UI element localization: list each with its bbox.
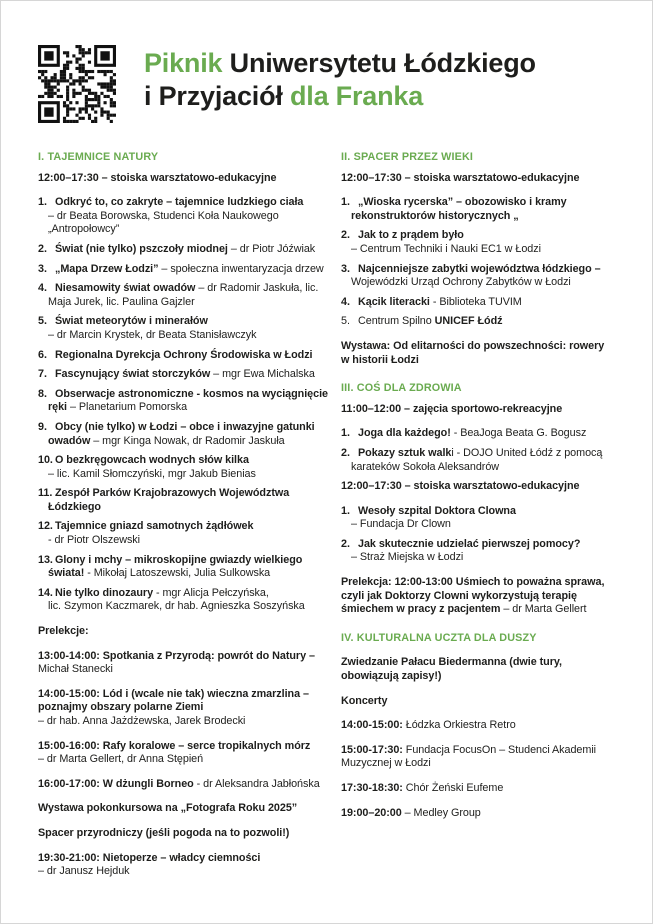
item-number: 3. bbox=[341, 262, 350, 275]
text-segment: – Medley Group bbox=[401, 806, 481, 819]
program-paragraph bbox=[341, 782, 634, 796]
text-segment: Obcy (nie tylko) w Łodzi – obce i inwazyjne gatunki bbox=[55, 420, 315, 433]
text-segment: dla Franka bbox=[289, 81, 424, 111]
text-segment: Obserwacje astronomiczne - kosmos na wyciągnięcie bbox=[55, 387, 328, 400]
text-segment: 16:00-17:00: W dżungli Borneo bbox=[38, 777, 194, 790]
text-line bbox=[341, 403, 634, 417]
text-segment: Wystawa pokonkursowa na „Fotografa Roku 2025” bbox=[38, 802, 298, 815]
text-segment: - Mikołaj Latoszewski, Julia Sulkowska bbox=[84, 567, 271, 580]
text-segment: Koncerty bbox=[341, 694, 388, 707]
text-line bbox=[38, 852, 341, 866]
program-item bbox=[38, 520, 341, 547]
section-heading bbox=[38, 151, 341, 165]
text-segment: Chór Żeński Eufeme bbox=[402, 782, 504, 794]
text-line bbox=[358, 427, 634, 441]
flyer-header bbox=[38, 45, 632, 123]
text-line bbox=[48, 329, 341, 343]
text-segment: Pokazy sztuk walk bbox=[358, 446, 452, 459]
text-line bbox=[55, 487, 341, 501]
text-line bbox=[341, 172, 634, 186]
section-heading bbox=[341, 632, 634, 646]
text-line bbox=[38, 650, 341, 664]
text-segment: Spacer przyrodniczy (jeśli pogoda na to pozwoli!) bbox=[38, 826, 290, 839]
text-segment: rekonstruktorów historycznych „ bbox=[351, 209, 519, 222]
program-item bbox=[38, 388, 341, 415]
program-item bbox=[341, 296, 634, 310]
text-line bbox=[55, 243, 341, 257]
program-item bbox=[38, 243, 341, 257]
text-segment: Świat (nie tylko) pszczoły miodnej bbox=[55, 242, 228, 255]
text-line bbox=[55, 454, 341, 468]
text-segment: Zwiedzanie Pałacu Biedermanna (dwie tury, bbox=[341, 656, 562, 669]
text-segment: Tajemnice gniazd samotnych żądłówek bbox=[55, 520, 254, 533]
schedule-line bbox=[341, 172, 634, 186]
program-item bbox=[341, 447, 634, 474]
text-segment: karateków Sokoła Aleksandrów bbox=[351, 460, 500, 473]
text-line bbox=[55, 554, 341, 568]
item-number: 7. bbox=[38, 368, 47, 381]
program-paragraph bbox=[38, 827, 341, 841]
text-line bbox=[48, 296, 341, 310]
item-number: 9. bbox=[38, 420, 47, 433]
text-line bbox=[341, 354, 634, 368]
text-line bbox=[48, 567, 341, 581]
text-segment: Fascynujący świat storczyków bbox=[55, 368, 211, 381]
text-line bbox=[351, 551, 634, 565]
text-segment: 12:00–17:30 – stoiska warsztatowo-edukacyjne bbox=[341, 171, 580, 184]
text-segment: Prelekcje: bbox=[38, 625, 89, 638]
section-heading bbox=[341, 382, 634, 396]
program-item bbox=[341, 427, 634, 441]
program-paragraph bbox=[38, 802, 341, 816]
text-line bbox=[358, 315, 634, 329]
text-line bbox=[55, 263, 341, 277]
text-segment: 19:30-21:00: Nietoperze – władcy ciemności bbox=[38, 851, 261, 864]
text-segment: – mgr Ewa Michalska bbox=[210, 368, 315, 381]
text-line bbox=[55, 368, 341, 382]
text-segment: – Centrum Techniki i Nauki EC1 w Łodzi bbox=[351, 242, 541, 255]
text-line bbox=[341, 695, 634, 709]
text-line bbox=[341, 340, 634, 354]
text-segment: 17:30-18:30: bbox=[341, 782, 403, 794]
item-number: 12. bbox=[38, 520, 53, 533]
text-segment: – Fundacja Dr Clown bbox=[351, 518, 451, 531]
text-line bbox=[38, 865, 341, 879]
text-line bbox=[341, 782, 634, 796]
item-number: 2. bbox=[341, 446, 350, 459]
program-item bbox=[341, 263, 634, 290]
text-line bbox=[55, 282, 341, 296]
text-line bbox=[38, 740, 341, 754]
text-segment: 19:00–20:00 bbox=[341, 806, 402, 819]
text-segment: śmiechem w pracy z pacjentem bbox=[341, 603, 501, 616]
text-segment: Łódzkiego bbox=[48, 500, 101, 513]
item-number: 1. bbox=[341, 427, 350, 440]
text-segment: 13:00-14:00: Spotkania z Przyrodą: powrót do Natury – bbox=[38, 649, 315, 662]
text-line bbox=[358, 229, 634, 243]
text-line bbox=[38, 688, 341, 702]
text-line bbox=[55, 388, 341, 402]
qr-code-svg bbox=[38, 45, 116, 123]
text-segment: – lic. Kamil Słomczyński, mgr Jakub Bienias bbox=[48, 467, 256, 480]
text-line bbox=[38, 701, 341, 715]
text-segment: Kącik literacki bbox=[358, 295, 430, 308]
text-segment: IV. KULTURALNA UCZTA DLA DUSZY bbox=[341, 631, 537, 644]
item-number: 6. bbox=[38, 348, 47, 361]
text-line bbox=[341, 632, 634, 646]
text-line bbox=[38, 172, 341, 186]
program-paragraph bbox=[341, 656, 634, 683]
item-number: 1. bbox=[341, 504, 350, 517]
text-line bbox=[38, 715, 341, 729]
text-line bbox=[341, 151, 634, 165]
text-segment: 15:00-16:00: Rafy koralowe – serce tropikalnych mórz bbox=[38, 739, 311, 752]
text-line bbox=[48, 600, 341, 614]
text-line bbox=[55, 349, 341, 363]
program-column-left bbox=[38, 150, 341, 885]
text-segment: O bezkręgowcach wodnych słów kilka bbox=[55, 454, 249, 467]
text-segment: lic. Szymon Kaczmarek, dr hab. Agnieszka Soszyńska bbox=[48, 600, 305, 613]
page-title bbox=[144, 47, 536, 113]
text-segment: UNICEF Łódź bbox=[434, 315, 503, 328]
text-line bbox=[351, 210, 634, 224]
text-line bbox=[48, 468, 341, 482]
program-paragraph bbox=[341, 340, 634, 367]
text-segment: Glony i mchy – mikroskopijne gwiazdy wielkiego bbox=[55, 553, 303, 566]
schedule-line bbox=[341, 480, 634, 494]
text-segment: – dr Piotr Jóźwiak bbox=[227, 242, 316, 255]
text-segment: Prelekcja: 12:00-13:00 Uśmiech to poważna sprawa, bbox=[341, 576, 605, 589]
text-line bbox=[48, 223, 341, 237]
text-segment: Regionalna Dyrekcja Ochrony Środowiska w Łodzi bbox=[55, 348, 313, 361]
text-line bbox=[358, 296, 634, 310]
text-line bbox=[341, 670, 634, 684]
text-line bbox=[38, 827, 341, 841]
program-paragraph bbox=[38, 852, 341, 879]
text-line bbox=[341, 576, 634, 590]
text-line bbox=[358, 538, 634, 552]
item-number: 11. bbox=[38, 487, 53, 500]
text-line bbox=[55, 196, 341, 210]
section-heading bbox=[341, 151, 634, 165]
schedule-line bbox=[341, 403, 634, 417]
text-segment: 12:00–17:30 – stoiska warsztatowo-edukacyjne bbox=[341, 480, 580, 493]
text-segment: – dr Radomir Jaskuła, lic. bbox=[195, 282, 319, 295]
item-number: 2. bbox=[38, 242, 47, 255]
program-item bbox=[38, 587, 341, 614]
text-segment: Muzycznej w Łodzi bbox=[341, 757, 431, 770]
text-segment: II. SPACER PRZEZ WIEKI bbox=[341, 151, 474, 163]
program-paragraph bbox=[341, 576, 634, 617]
text-segment: - Biblioteka TUVIM bbox=[429, 295, 522, 308]
item-number: 1. bbox=[341, 196, 350, 209]
text-line bbox=[341, 744, 634, 758]
text-segment: poznajmy obszary polarne Ziemi bbox=[38, 701, 204, 714]
program-paragraph bbox=[341, 807, 634, 821]
text-line bbox=[351, 243, 634, 257]
text-segment: Zespół Parków Krajobrazowych Województwa bbox=[55, 487, 290, 500]
text-segment: „Antropołowcy” bbox=[48, 223, 120, 236]
text-segment: – dr hab. Anna Jażdżewska, Jarek Brodecki bbox=[38, 715, 246, 727]
text-segment: i Przyjaciół bbox=[144, 81, 290, 111]
text-segment: Wojewódzki Urząd Ochrony Zabytków w Łodzi bbox=[351, 276, 571, 289]
item-number: 5. bbox=[38, 315, 47, 328]
text-segment: Piknik bbox=[144, 48, 230, 78]
text-segment: 11:00–12:00 – zajęcia sportowo-rekreacyjne bbox=[341, 402, 563, 415]
text-line bbox=[48, 534, 341, 548]
program-item bbox=[38, 421, 341, 448]
item-number: 5. bbox=[341, 315, 350, 328]
program-item bbox=[38, 315, 341, 342]
text-segment: Jak skutecznie udzielać pierwszej pomocy? bbox=[358, 537, 581, 550]
text-segment: Fundacja FocusOn – Studenci Akademii bbox=[402, 743, 597, 756]
text-segment: świata! bbox=[48, 567, 85, 580]
text-line bbox=[358, 447, 634, 461]
text-segment: – społeczna inwentaryzacja drzew bbox=[158, 262, 324, 275]
text-segment: Wystawa: Od elitarności do powszechności: rowery bbox=[341, 339, 605, 352]
item-number: 8. bbox=[38, 387, 47, 400]
text-segment: - mgr Alicja Pełczyńska, bbox=[153, 586, 269, 599]
text-line bbox=[38, 802, 341, 816]
text-segment: Nie tylko dinozaury bbox=[55, 586, 154, 599]
program-columns bbox=[38, 150, 632, 885]
text-segment: i - DOJO United Łódź z pomocą bbox=[451, 446, 603, 459]
text-line bbox=[48, 210, 341, 224]
text-segment: „Mapa Drzew Łodzi” bbox=[55, 262, 159, 275]
text-segment: – dr Marcin Krystek, dr Beata Stanisławczyk bbox=[48, 328, 257, 341]
text-line bbox=[341, 719, 634, 733]
text-line bbox=[358, 263, 634, 277]
program-column-right bbox=[341, 150, 634, 885]
text-segment: Łódzka Orkiestra Retro bbox=[402, 719, 516, 732]
item-number: 2. bbox=[341, 537, 350, 550]
text-segment: w historii Łodzi bbox=[341, 353, 419, 366]
flyer-content bbox=[1, 1, 652, 885]
text-line bbox=[341, 382, 634, 396]
text-line bbox=[55, 520, 341, 534]
text-line bbox=[341, 480, 634, 494]
text-segment: I. TAJEMNICE NATURY bbox=[38, 151, 159, 163]
text-segment: Niesamowity świat owadów bbox=[55, 282, 196, 295]
text-segment: obowiązują zapisy!) bbox=[341, 670, 442, 683]
text-segment: Michał Stanecki bbox=[38, 663, 113, 676]
program-paragraph bbox=[341, 719, 634, 733]
text-line bbox=[55, 315, 341, 329]
program-paragraph bbox=[38, 740, 341, 767]
program-paragraph bbox=[341, 695, 634, 709]
item-number: 14. bbox=[38, 586, 53, 599]
program-item bbox=[341, 229, 634, 256]
text-segment: – Straż Miejska w Łodzi bbox=[351, 551, 464, 564]
text-segment: – dr Marta Gellert, dr Anna Stępień bbox=[38, 753, 204, 766]
text-line bbox=[48, 501, 341, 515]
text-segment: - BeaJoga Beata G. Bogusz bbox=[450, 427, 587, 440]
program-item bbox=[38, 554, 341, 581]
text-line bbox=[351, 518, 634, 532]
text-line bbox=[55, 587, 341, 601]
program-item bbox=[38, 349, 341, 363]
program-item bbox=[38, 196, 341, 237]
program-item bbox=[38, 487, 341, 514]
schedule-line bbox=[38, 172, 341, 186]
text-line bbox=[38, 625, 341, 639]
program-item bbox=[38, 263, 341, 277]
program-item bbox=[38, 454, 341, 481]
text-line bbox=[341, 590, 634, 604]
text-segment: - dr Aleksandra Jabłońska bbox=[193, 777, 320, 790]
text-segment: Uniwersytetu Łódzkiego bbox=[229, 48, 536, 78]
item-number: 4. bbox=[341, 295, 350, 308]
item-number: 10. bbox=[38, 454, 53, 467]
program-item bbox=[341, 538, 634, 565]
text-segment: 12:00–17:30 – stoiska warsztatowo-edukacyjne bbox=[38, 171, 277, 184]
page-title-line2 bbox=[144, 80, 536, 113]
item-number: 2. bbox=[341, 229, 350, 242]
text-segment: Joga dla każdego! bbox=[358, 427, 451, 440]
program-item bbox=[341, 315, 634, 329]
text-segment: - dr Piotr Olszewski bbox=[48, 534, 140, 547]
text-segment: Odkryć to, co zakryte – tajemnice ludzkiego ciała bbox=[55, 196, 304, 209]
program-paragraph bbox=[38, 688, 341, 729]
program-paragraph bbox=[341, 744, 634, 771]
item-number: 13. bbox=[38, 553, 53, 566]
text-line bbox=[38, 151, 341, 165]
text-segment: owadów bbox=[48, 434, 91, 447]
text-segment: ręki bbox=[48, 401, 68, 414]
text-line bbox=[38, 663, 341, 677]
text-segment: „Wioska rycerska” – obozowisko i kramy bbox=[358, 196, 567, 209]
text-line bbox=[358, 196, 634, 210]
text-segment: – mgr Kinga Nowak, dr Radomir Jaskuła bbox=[90, 434, 285, 447]
text-segment: Najcenniejsze zabytki województwa łódzkiego – bbox=[358, 262, 601, 275]
text-line bbox=[48, 435, 341, 449]
text-segment: Wesoły szpital Doktora Clowna bbox=[358, 504, 516, 517]
text-line bbox=[38, 778, 341, 792]
text-segment: 14:00-15:00: Lód i (wcale nie tak) wieczna zmarzlina – bbox=[38, 687, 309, 700]
text-line bbox=[341, 757, 634, 771]
program-paragraph bbox=[38, 650, 341, 677]
text-segment: 14:00-15:00: bbox=[341, 719, 403, 732]
text-line bbox=[341, 807, 634, 821]
text-segment: – dr Beata Borowska, Studenci Koła Naukowego bbox=[48, 209, 279, 222]
program-item bbox=[341, 196, 634, 223]
text-segment: – Planetarium Pomorska bbox=[67, 401, 188, 414]
item-number: 4. bbox=[38, 282, 47, 295]
item-number: 3. bbox=[38, 262, 47, 275]
text-segment: czyli jak Doktorzy Clowni wykorzystują terapię bbox=[341, 589, 577, 602]
program-paragraph bbox=[38, 625, 341, 639]
text-line bbox=[351, 276, 634, 290]
qr-code-icon bbox=[38, 45, 116, 123]
page-title-line1 bbox=[144, 47, 536, 80]
item-number: 1. bbox=[38, 196, 47, 209]
text-segment: Maja Jurek, lic. Paulina Gajzler bbox=[48, 295, 195, 308]
text-line bbox=[55, 421, 341, 435]
text-segment: Świat meteorytów i minerałów bbox=[55, 315, 208, 328]
text-segment: Centrum Spilno bbox=[358, 315, 435, 328]
program-paragraph bbox=[38, 778, 341, 792]
text-line bbox=[341, 603, 634, 617]
text-line bbox=[351, 461, 634, 475]
text-segment: III. COŚ DLA ZDROWIA bbox=[341, 382, 462, 395]
text-segment: 15:00-17:30: bbox=[341, 743, 403, 756]
text-segment: Jak to z prądem było bbox=[358, 229, 464, 242]
text-line bbox=[38, 753, 341, 767]
program-item bbox=[38, 282, 341, 309]
text-line bbox=[358, 505, 634, 519]
text-line bbox=[48, 401, 341, 415]
program-item bbox=[38, 368, 341, 382]
text-segment: – dr Janusz Hejduk bbox=[38, 865, 130, 878]
program-item bbox=[341, 505, 634, 532]
text-segment: – dr Marta Gellert bbox=[500, 603, 587, 616]
text-line bbox=[341, 656, 634, 670]
